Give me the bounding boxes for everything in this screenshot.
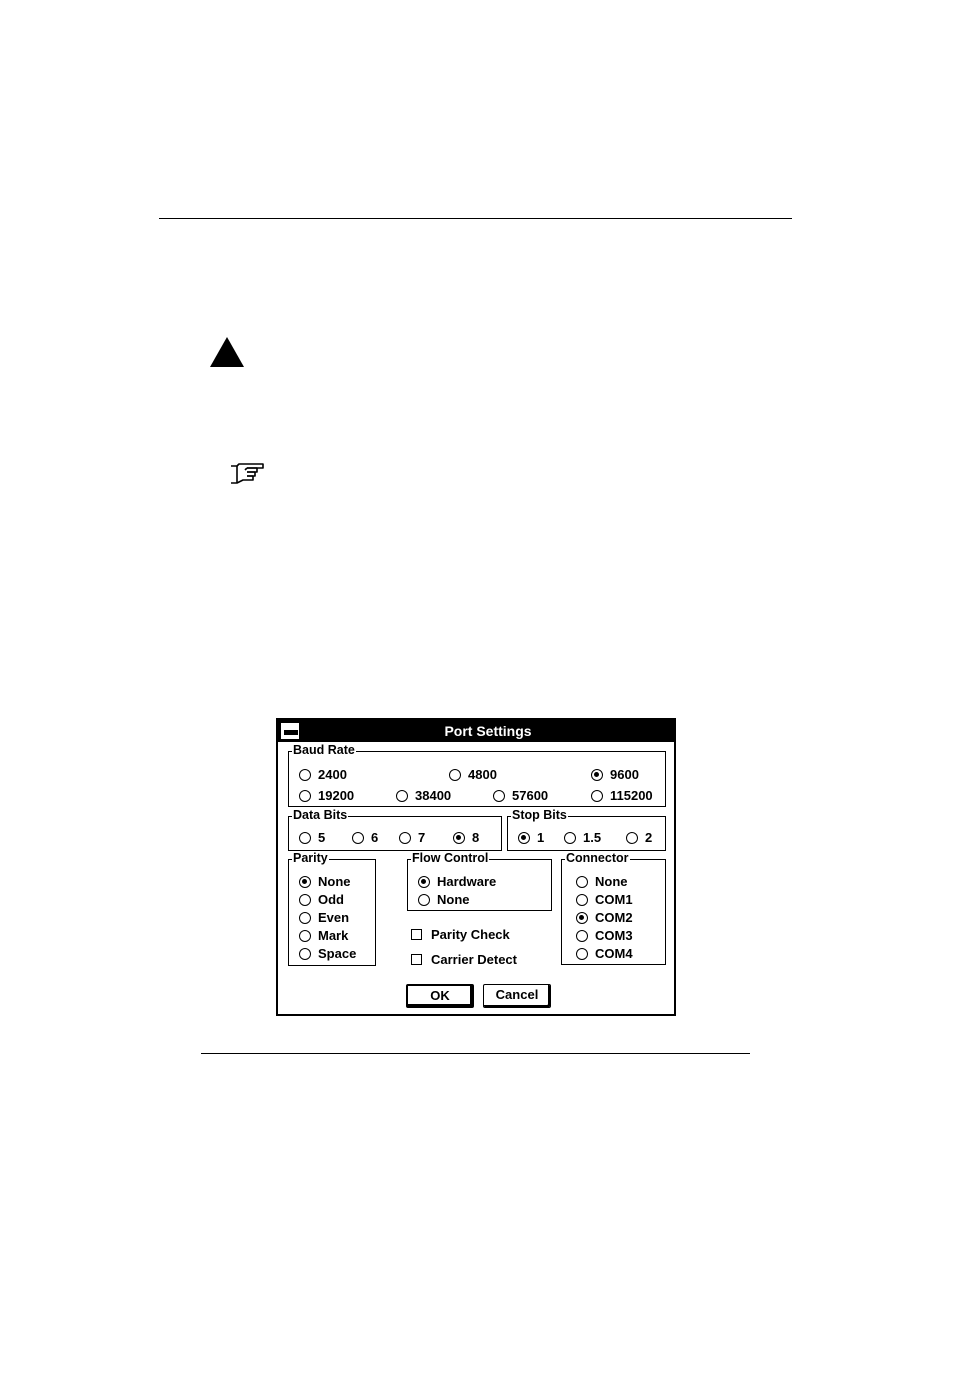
checkbox-icon [411,929,422,940]
pointing-hand-icon [229,462,265,486]
stop-bits-2-radio[interactable]: 2 [626,830,652,845]
baud-4800-radio[interactable]: 4800 [449,767,497,782]
system-menu-icon [284,730,298,735]
connector-none-radio[interactable]: None [576,874,628,889]
radio-icon [299,948,311,960]
carrier-detect-checkbox[interactable]: Carrier Detect [411,952,517,967]
top-rule [159,218,792,219]
data-bits-8-radio[interactable]: 8 [453,830,479,845]
radio-icon [299,912,311,924]
radio-selected-icon [576,912,588,924]
baud-rate-group [288,743,666,807]
flow-control-group [407,851,552,911]
baud-9600-radio[interactable]: 9600 [591,767,639,782]
stop-bits-legend: Stop Bits [512,808,567,822]
flow-hardware-radio[interactable]: Hardware [418,874,496,889]
data-bits-7-radio[interactable]: 7 [399,830,425,845]
parity-even-radio[interactable]: Even [299,910,349,925]
parity-odd-radio[interactable]: Odd [299,892,344,907]
radio-selected-icon [591,769,603,781]
radio-selected-icon [299,876,311,888]
data-bits-6-radio[interactable]: 6 [352,830,378,845]
radio-icon [299,790,311,802]
radio-selected-icon [418,876,430,888]
radio-icon [564,832,576,844]
parity-legend: Parity [293,851,328,865]
radio-icon [299,894,311,906]
baud-2400-radio[interactable]: 2400 [299,767,347,782]
parity-check-checkbox[interactable]: Parity Check [411,927,510,942]
stop-bits-1-5-radio[interactable]: 1.5 [564,830,601,845]
parity-none-radio[interactable]: None [299,874,351,889]
data-bits-group [288,808,502,851]
parity-mark-radio[interactable]: Mark [299,928,348,943]
radio-icon [352,832,364,844]
radio-selected-icon [518,832,530,844]
radio-icon [576,894,588,906]
connector-com3-radio[interactable]: COM3 [576,928,633,943]
data-bits-legend: Data Bits [293,808,348,822]
radio-icon [626,832,638,844]
baud-57600-radio[interactable]: 57600 [493,788,548,803]
flow-none-radio[interactable]: None [418,892,470,907]
cancel-button[interactable]: Cancel [483,984,551,1008]
radio-icon [576,948,588,960]
connector-com2-radio[interactable]: COM2 [576,910,633,925]
ok-button[interactable]: OK [406,984,474,1008]
connector-legend: Connector [566,851,629,865]
stop-bits-group [507,808,666,851]
flow-control-legend: Flow Control [412,851,489,865]
radio-icon [493,790,505,802]
radio-icon [299,832,311,844]
radio-icon [418,894,430,906]
connector-group [561,851,666,965]
radio-icon [576,930,588,942]
port-settings-dialog [276,718,676,1016]
radio-icon [576,876,588,888]
parity-space-radio[interactable]: Space [299,946,356,961]
connector-com4-radio[interactable]: COM4 [576,946,633,961]
radio-icon [449,769,461,781]
baud-rate-legend: Baud Rate [293,743,355,757]
dialog-title: Port Settings [444,723,532,739]
radio-icon [399,832,411,844]
title-bar [278,720,674,742]
radio-icon [591,790,603,802]
bottom-rule [201,1053,750,1054]
radio-icon [396,790,408,802]
system-menu-button[interactable] [280,722,300,740]
connector-com1-radio[interactable]: COM1 [576,892,633,907]
parity-group [288,851,376,966]
stop-bits-1-radio[interactable]: 1 [518,830,544,845]
radio-icon [299,930,311,942]
radio-selected-icon [453,832,465,844]
checkbox-icon [411,954,422,965]
data-bits-5-radio[interactable]: 5 [299,830,325,845]
baud-38400-radio[interactable]: 38400 [396,788,451,803]
baud-19200-radio[interactable]: 19200 [299,788,354,803]
warning-triangle-icon [209,336,245,368]
baud-115200-radio[interactable]: 115200 [591,788,653,803]
radio-icon [299,769,311,781]
